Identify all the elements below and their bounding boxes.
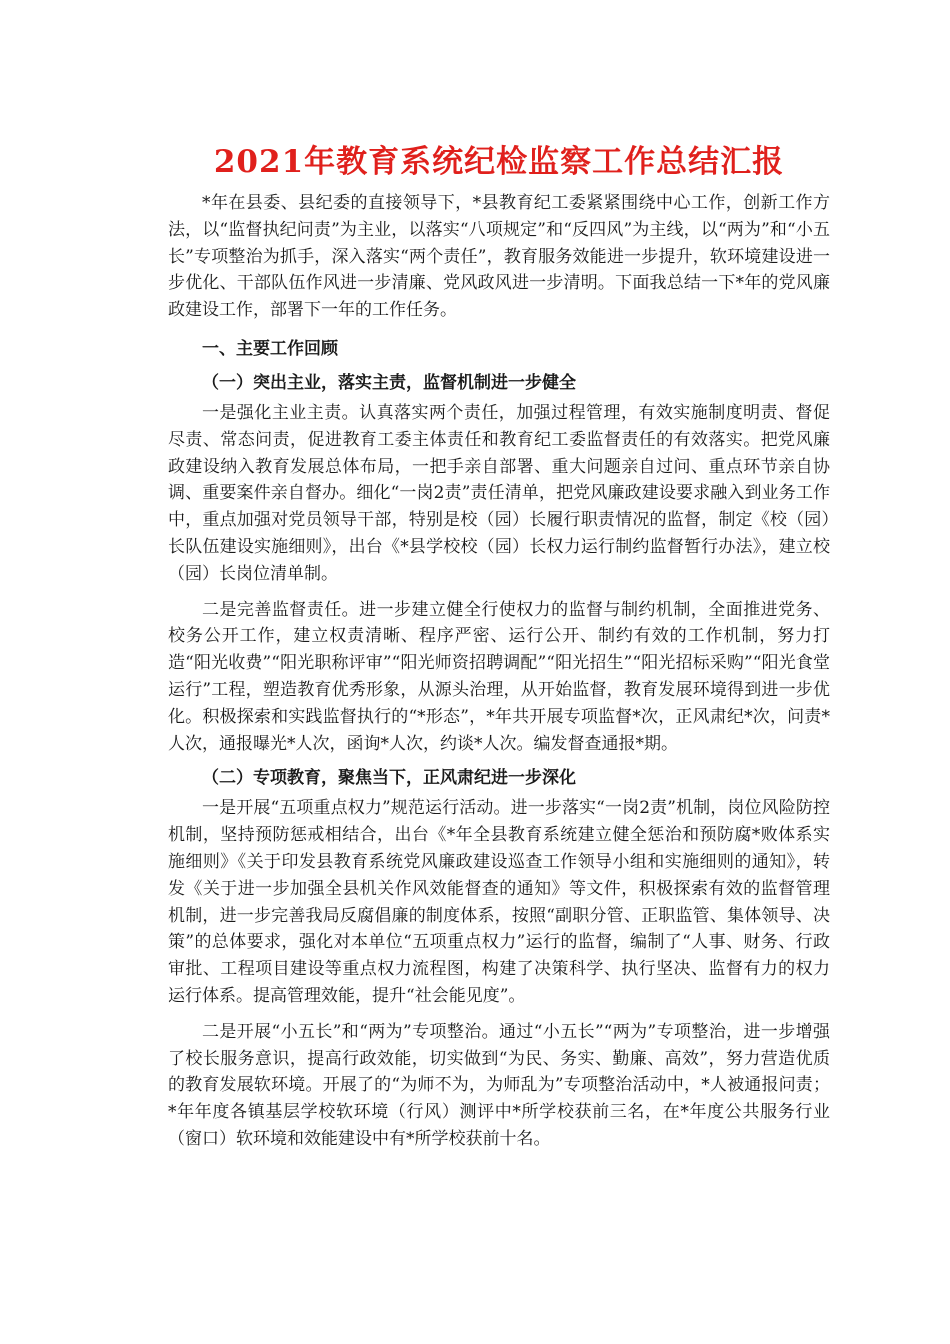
document-title: 2021年教育系统纪检监察工作总结汇报 <box>213 144 785 180</box>
section-heading-review: 一、主要工作回顾 <box>202 338 338 359</box>
intro-paragraph: *年在县委、县纪委的直接领导下，*县教育纪工委紧紧围绕中心工作，创新工作方法，以“监督执纪问责”为主业，以落实“八项规定”和“反四风”为主线，以“两为”和“小五长”专项整治为抓手，深入落实“两个责任”，教育服务效能进一步提升，软环境建设进一步优化、干部队伍作风进一步清廉、党风政风进一步清明。下面我总结一下*年的党风廉政建设工作，部署下一年的工作任务。 <box>168 193 830 321</box>
document-page <box>168 140 830 1153</box>
paragraph-supervision-responsibility: 二是完善监督责任。进一步建立健全行使权力的监督与制约机制，全面推进党务、校务公开工作，建立权责清晰、程序严密、运行公开、制约有效的工作机制，努力打造“阳光收费”“阳光职称评审”“阳光师资招聘调配”“阳光招生”“阳光招标采购”“阳光食堂运行”工程，塑造教育优秀形象，从源头治理，从开始监督，教育发展环境得到进一步优化。积极探索和实践监督执行的“*形态”，*年共开展专项监督*次，正风肃纪*次，问责*人次，通报曝光*人次，函询*人次，约谈*人次。编发督查通报*期。 <box>168 599 830 754</box>
paragraph-main-responsibility: 一是强化主业主责。认真落实两个责任，加强过程管理，有效实施制度明责、督促尽责、常态问责，促进教育工委主体责任和教育纪工委监督责任的有效落实。把党风廉政建设纳入教育发展总体布局，一把手亲自部署、重大问题亲自过问、重点环节亲自协调、重要案件亲自督办。细化“一岗2责”责任清单，把党风廉政建设要求融入到业务工作中，重点加强对党员领导干部，特别是校（园）长履行职责情况的监督，制定《校（园）长队伍建设实施细则》，出台《*县学校校（园）长权力运行制约监督暂行办法》，建立校（园）长岗位清单制。 <box>168 402 830 584</box>
subsection-heading-supervision: （一）突出主业，落实主责，监督机制进一步健全 <box>202 372 576 393</box>
paragraph-five-key-powers: 一是开展“五项重点权力”规范运行活动。进一步落实“一岗2责”机制，岗位风险防控机制，坚持预防惩戒相结合，出台《*年全县教育系统建立健全惩治和预防腐*败体系实施细则》《关于印发县教育系统党风廉政建设巡查工作领导小组和实施细则的通知》，转发《关于进一步加强全县机关作风效能督查的通知》等文件，积极探索有效的监督管理机制，进一步完善我局反腐倡廉的制度体系，按照“副职分管、正职监管、集体领导、决策”的总体要求，强化对本单位“五项重点权力”运行的监督，编制了“人事、财务、行政审批、工程项目建设等重点权力流程图，构建了决策科学、执行坚决、监督有力的权力运行体系。提高管理效能，提升“社会能见度”。 <box>168 798 830 1006</box>
paragraph-special-rectification: 二是开展“小五长”和“两为”专项整治。通过“小五长”“两为”专项整治，进一步增强了校长服务意识，提高行政效能，切实做到“为民、务实、勤廉、高效”，努力营造优质的教育发展软环境。开展了的“为师不为，为师乱为”专项整治活动中，*人被通报问责；*年年度各镇基层学校软环境（行风）测评中*所学校获前三名，在*年度公共服务行业（窗口）软环境和效能建设中有*所学校获前十名。 <box>168 1021 830 1149</box>
subsection-heading-special-education: （二）专项教育，聚焦当下，正风肃纪进一步深化 <box>202 768 576 789</box>
